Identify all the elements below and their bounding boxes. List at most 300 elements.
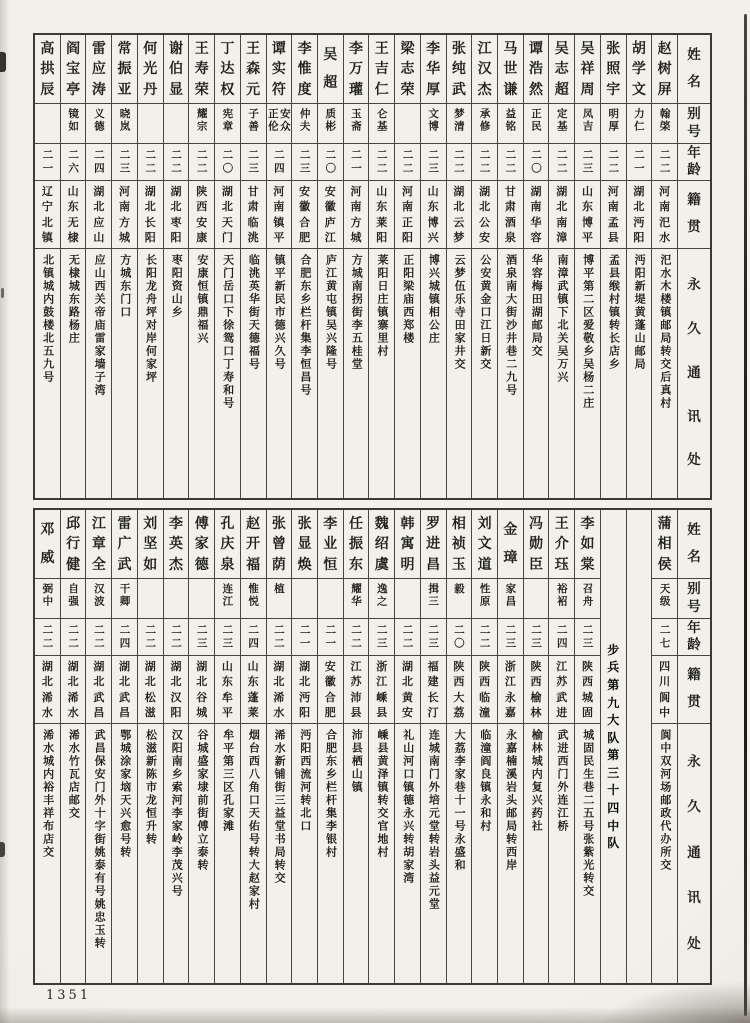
address-cell [498, 724, 523, 983]
age-cell [267, 144, 292, 181]
origin-cell [189, 656, 214, 724]
alias-text: 揖三 [427, 583, 440, 608]
address-cell [524, 249, 549, 498]
name-text: 张 显 焕 [297, 515, 312, 573]
age-text: 二二 [92, 624, 105, 651]
alias-text: 惟悦 [247, 583, 260, 608]
origin-cell [498, 181, 523, 249]
alias-cell [498, 104, 523, 144]
origin-text: 湖 北 武 昌 [93, 659, 105, 720]
alias-cell [318, 579, 343, 619]
unit-label-column [600, 510, 626, 983]
address-text: 浠水城内裕丰祥布店交 [41, 729, 55, 859]
age-cell [241, 144, 266, 181]
address-text: 天门岳口下徐鸳口丁寿和号 [221, 254, 235, 410]
empty-column [626, 510, 652, 983]
person-column [85, 35, 111, 498]
age-cell [421, 144, 446, 181]
origin-text: 湖 北 浠 水 [273, 659, 285, 720]
age-text: 二二 [144, 624, 157, 651]
person-column [317, 510, 343, 983]
address-text: 无棣城东路杨庄 [67, 254, 81, 345]
origin-text: 湖 北 云 梦 [453, 184, 465, 245]
name-cell [652, 510, 677, 579]
person-column [111, 35, 137, 498]
name-text: 张 曾 荫 [271, 515, 286, 573]
name-cell [549, 510, 574, 579]
address-text: 牟平第三区孔家滩 [221, 729, 235, 833]
person-column [497, 510, 523, 983]
alias-cell [549, 104, 574, 144]
alias-text: 家昌 [504, 583, 517, 608]
name-text: 赵 开 福 [246, 515, 261, 573]
alias-cell [395, 579, 420, 619]
alias-text: 定基 [555, 108, 568, 133]
name-cell [61, 35, 86, 104]
origin-text: 湖 北 沔 阳 [299, 659, 311, 720]
name-text: 吴 志 超 [554, 40, 569, 98]
name-cell [267, 510, 292, 579]
origin-cell [164, 656, 189, 724]
age-cell [652, 619, 677, 656]
origin-cell [498, 656, 523, 724]
origin-cell [472, 656, 497, 724]
origin-cell [369, 181, 394, 249]
address-text: 城固民生巷二五号张紫光转交 [581, 729, 595, 898]
header-alias-label [678, 579, 710, 619]
age-cell [524, 619, 549, 656]
address-cell [267, 724, 292, 983]
age-cell [652, 144, 677, 181]
alias-cell [267, 104, 292, 144]
person-column [626, 35, 652, 498]
name-text: 冯 勋 臣 [529, 515, 544, 573]
alias-cell [447, 104, 472, 144]
age-text: 二三 [298, 149, 311, 176]
alias-cell [369, 579, 394, 619]
alias-text: 仲夫 [298, 108, 311, 133]
origin-cell [35, 656, 60, 724]
name-text: 李 惟 度 [297, 40, 312, 98]
name-cell [498, 35, 523, 104]
person-column [163, 35, 189, 498]
alias-cell [189, 579, 214, 619]
age-cell [369, 619, 394, 656]
alias-text: 镜如 [67, 108, 80, 133]
origin-cell [86, 656, 111, 724]
origin-cell [35, 181, 60, 249]
age-text: 二三 [247, 149, 260, 176]
header-alias-label [678, 104, 710, 144]
address-text: 云梦伍乐寺田家井交 [453, 254, 467, 371]
name-text: 常 振 亚 [117, 40, 132, 98]
address-text: 临潼阎良镇永和村 [478, 729, 492, 833]
name-text: 邱 行 健 [66, 515, 81, 573]
alias-text: 质彬 [324, 108, 337, 133]
alias-text: 自强 [67, 583, 80, 608]
age-text: 二二 [401, 149, 414, 176]
origin-text: 湖 北 沔 阳 [633, 184, 645, 245]
address-text: 松滋新陈市龙恒升转 [144, 729, 158, 846]
person-column [394, 510, 420, 983]
origin-cell [241, 181, 266, 249]
origin-cell [421, 656, 446, 724]
person-column [420, 35, 446, 498]
person-column [394, 35, 420, 498]
address-cell [524, 724, 549, 983]
name-text: 赵 树 屏 [657, 40, 672, 98]
name-text: 吴 超 [323, 47, 338, 91]
age-cell [86, 619, 111, 656]
origin-cell [318, 181, 343, 249]
name-text: 何 光 丹 [143, 40, 158, 98]
age-cell [627, 144, 652, 181]
address-cell [549, 249, 574, 498]
age-cell [61, 144, 86, 181]
address-text: 沔阳西流河转北口 [298, 729, 312, 833]
person-column [240, 510, 266, 983]
origin-cell [549, 181, 574, 249]
person-column [343, 510, 369, 983]
origin-cell [524, 181, 549, 249]
alias-cell [549, 579, 574, 619]
name-cell [35, 35, 60, 104]
origin-cell [86, 181, 111, 249]
name-text: 谢 伯 显 [168, 40, 183, 98]
age-cell [164, 144, 189, 181]
alias-text: 连江 [221, 583, 234, 608]
age-text: 二二 [478, 624, 491, 651]
origin-cell [189, 181, 214, 249]
age-cell [86, 144, 111, 181]
name-cell [575, 510, 600, 579]
name-cell [215, 35, 240, 104]
age-text: 二三 [118, 149, 131, 176]
origin-cell [292, 656, 317, 724]
header-address-text: 永 久 通 讯 处 [687, 753, 701, 952]
name-text: 阎 宝 亭 [66, 40, 81, 98]
name-cell [318, 510, 343, 579]
address-cell [472, 249, 497, 498]
person-column [317, 35, 343, 498]
age-cell [575, 619, 600, 656]
origin-text: 湖 北 天 门 [221, 184, 233, 245]
header-origin-text: 籍 贯 [687, 667, 701, 711]
address-text: 嵊县黄泽镇转交官地村 [375, 729, 389, 859]
address-cell [421, 249, 446, 498]
age-cell [35, 619, 60, 656]
address-cell [138, 249, 163, 498]
name-cell [447, 35, 472, 104]
person-column [240, 35, 266, 498]
scan-artifact-mark [1, 288, 4, 298]
name-cell [421, 35, 446, 104]
name-cell [241, 510, 266, 579]
alias-text: 益铭 [504, 108, 517, 133]
name-text: 王 寿 荣 [194, 40, 209, 98]
address-text: 临洮英华街天德福号 [247, 254, 261, 371]
unit-label-text: 步 兵 第 九 大 队 第 三 十 四 中 队 [607, 642, 620, 851]
address-text: 酒泉南大街沙井巷二九号 [504, 254, 518, 397]
age-text: 二〇 [452, 624, 465, 651]
origin-cell [472, 181, 497, 249]
origin-text: 山 东 无 棣 [67, 184, 79, 245]
name-text: 丁 达 权 [220, 40, 235, 98]
name-cell [318, 35, 343, 104]
person-column [368, 35, 394, 498]
origin-cell [267, 656, 292, 724]
address-text: 礼山河口镇德永兴转胡家湾 [401, 729, 415, 885]
person-column [548, 35, 574, 498]
alias-cell [112, 104, 137, 144]
alias-text: 召舟 [581, 583, 594, 608]
name-text: 马 世 谦 [503, 40, 518, 98]
alias-text: 汉波 [92, 583, 105, 608]
alias-text: 晓岚 [118, 108, 131, 133]
age-text: 二一 [298, 624, 311, 651]
name-text: 刘 坚 如 [143, 515, 158, 573]
person-column [291, 510, 317, 983]
alias-text: 天级 [658, 583, 671, 608]
origin-text: 江 苏 武 进 [556, 659, 568, 720]
age-text: 二一 [324, 624, 337, 651]
address-cell [344, 724, 369, 983]
age-text: 二二 [504, 149, 517, 176]
address-text: 孟县缑村镇转长店乡 [607, 254, 621, 371]
header-origin-label [678, 181, 710, 249]
name-text: 张 照 宇 [606, 40, 621, 98]
origin-cell [112, 181, 137, 249]
name-cell [215, 510, 240, 579]
alias-cell [164, 104, 189, 144]
age-cell [61, 619, 86, 656]
alias-cell [215, 579, 240, 619]
header-name-label [678, 510, 710, 579]
person-column [60, 510, 86, 983]
origin-text: 安 徽 庐 江 [324, 184, 336, 245]
alias-cell [344, 579, 369, 619]
name-cell [267, 35, 292, 104]
alias-text: 承修 [478, 108, 491, 133]
address-cell [138, 724, 163, 983]
alias-text: 裕袑 [555, 583, 568, 608]
address-cell [498, 249, 523, 498]
person-column [266, 35, 292, 498]
header-age-text: 年 龄 [687, 145, 701, 178]
address-text: 阆中双河场邮政代办所交 [658, 729, 672, 872]
origin-text: 山 东 牟 平 [221, 659, 233, 720]
header-origin-text: 籍 贯 [687, 192, 701, 236]
alias-cell [421, 579, 446, 619]
address-cell [164, 724, 189, 983]
origin-text: 四 川 阆 中 [659, 659, 671, 720]
name-text: 韩 寓 明 [400, 515, 415, 573]
name-text: 刘 文 道 [477, 515, 492, 573]
age-cell [472, 144, 497, 181]
origin-text: 湖 北 枣 阳 [170, 184, 182, 245]
age-text: 二三 [195, 624, 208, 651]
address-text: 鄂城涂家垴天兴愈号转 [118, 729, 132, 859]
address-text: 沛县栖山镇 [350, 729, 364, 794]
person-column [35, 35, 60, 498]
header-name-text: 姓 名 [687, 521, 701, 565]
origin-cell [524, 656, 549, 724]
address-text: 合肥东乡栏杆集李银村 [324, 729, 338, 859]
origin-text: 甘 肃 临 洮 [247, 184, 259, 245]
name-cell [344, 35, 369, 104]
person-column [137, 35, 163, 498]
address-cell [395, 724, 420, 983]
alias-cell [472, 104, 497, 144]
person-column [35, 510, 60, 983]
age-text: 二六 [67, 149, 80, 176]
age-text: 二二 [401, 624, 414, 651]
origin-cell [369, 656, 394, 724]
age-cell [189, 619, 214, 656]
name-text: 谭 实 符 [271, 40, 286, 98]
alias-cell [241, 579, 266, 619]
origin-text: 湖 北 公 安 [479, 184, 491, 245]
header-column [677, 35, 710, 498]
age-cell [318, 144, 343, 181]
name-text: 相 祯 玉 [451, 515, 466, 573]
name-cell [164, 35, 189, 104]
name-cell [524, 510, 549, 579]
scan-artifact-mark [0, 842, 5, 857]
name-text: 吴 祥 周 [580, 40, 595, 98]
person-column [266, 510, 292, 983]
age-text: 二四 [118, 624, 131, 651]
name-text: 金 璋 [503, 522, 518, 566]
age-cell [215, 619, 240, 656]
alias-text: 明厚 [607, 108, 620, 133]
person-column [368, 510, 394, 983]
age-text: 二一 [350, 149, 363, 176]
address-text: 枣阳资山乡 [170, 254, 184, 319]
age-text: 二一 [632, 149, 645, 176]
age-text: 二三 [427, 624, 440, 651]
age-cell [344, 619, 369, 656]
age-text: 二二 [658, 149, 671, 176]
age-cell [421, 619, 446, 656]
age-text: 二二 [478, 149, 491, 176]
header-origin-label [678, 656, 710, 724]
header-age-text: 年 龄 [687, 620, 701, 653]
address-cell [112, 724, 137, 983]
origin-cell [138, 656, 163, 724]
person-column [446, 35, 472, 498]
name-text: 江 章 全 [91, 515, 106, 573]
name-cell [369, 35, 394, 104]
origin-text: 浙 江 嵊 县 [376, 659, 388, 720]
alias-text: 耀华 [350, 583, 363, 608]
alias-cell [61, 104, 86, 144]
name-text: 梁 志 荣 [400, 40, 415, 98]
alias-cell [241, 104, 266, 144]
origin-text: 安 徽 合 肥 [324, 659, 336, 720]
age-cell [524, 144, 549, 181]
address-text: 博平第二区爱敬乡吴杨二庄 [581, 254, 595, 410]
address-text: 大荔李家巷十一号永盛和 [453, 729, 467, 872]
origin-cell [215, 656, 240, 724]
address-cell [61, 249, 86, 498]
address-cell [112, 249, 137, 498]
name-cell [369, 510, 394, 579]
origin-text: 湖 北 南 漳 [556, 184, 568, 245]
origin-text: 甘 肃 酒 泉 [504, 184, 516, 245]
person-column [574, 35, 600, 498]
alias-text: 毅 [452, 583, 465, 596]
address-cell [447, 249, 472, 498]
name-text: 邓 威 [40, 522, 55, 566]
origin-cell [395, 656, 420, 724]
age-cell [498, 144, 523, 181]
age-text: 二二 [41, 624, 54, 651]
scan-artifact-corner-shadow [600, 981, 750, 1023]
age-cell [498, 619, 523, 656]
origin-text: 湖 南 华 容 [530, 184, 542, 245]
age-cell [241, 619, 266, 656]
origin-text: 福 建 长 汀 [427, 659, 439, 720]
person-column [471, 35, 497, 498]
age-cell [215, 144, 240, 181]
address-text: 谷城盛家埭前街傅立泰转 [195, 729, 209, 872]
origin-cell [395, 181, 420, 249]
alias-cell [215, 104, 240, 144]
address-text: 浠水新铺街三益堂书局转交 [273, 729, 287, 885]
name-text: 高 拱 辰 [40, 40, 55, 98]
origin-text: 山 东 博 兴 [427, 184, 439, 245]
person-column [60, 35, 86, 498]
origin-cell [421, 181, 446, 249]
address-text: 长阳龙舟坪对岸何家坪 [144, 254, 158, 384]
origin-cell [627, 181, 652, 249]
name-cell [575, 35, 600, 104]
address-text: 沔阳新堤黄蓬山邮局 [633, 254, 647, 371]
header-name-label [678, 35, 710, 104]
address-cell [369, 724, 394, 983]
name-text: 雷 广 武 [117, 515, 132, 573]
address-text: 武昌保安门外十字街姚泰有号姚忠玉转 [93, 729, 107, 950]
age-cell [164, 619, 189, 656]
alias-cell [627, 104, 652, 144]
name-text: 江 汉 杰 [477, 40, 492, 98]
name-cell [241, 35, 266, 104]
name-cell [652, 35, 677, 104]
age-cell [35, 144, 60, 181]
name-cell [344, 510, 369, 579]
origin-cell [292, 181, 317, 249]
alias-cell [86, 104, 111, 144]
address-cell [215, 724, 240, 983]
name-text: 王 森 元 [246, 40, 261, 98]
address-text: 汜水木楼镇邮局转交后真村 [658, 254, 672, 410]
address-text: 永嘉楠溪岩头邮局转西岸 [504, 729, 518, 872]
alias-cell [138, 579, 163, 619]
header-age-label [678, 619, 710, 656]
name-cell [61, 510, 86, 579]
person-column [214, 35, 240, 498]
origin-text: 陕 西 榆 林 [530, 659, 542, 720]
origin-cell [344, 181, 369, 249]
origin-text: 辽 宁 北 镇 [41, 184, 53, 245]
origin-cell [164, 181, 189, 249]
person-column [471, 510, 497, 983]
name-cell [472, 35, 497, 104]
address-text: 浠水竹瓦店邮交 [67, 729, 81, 820]
person-column [111, 510, 137, 983]
name-cell [395, 35, 420, 104]
